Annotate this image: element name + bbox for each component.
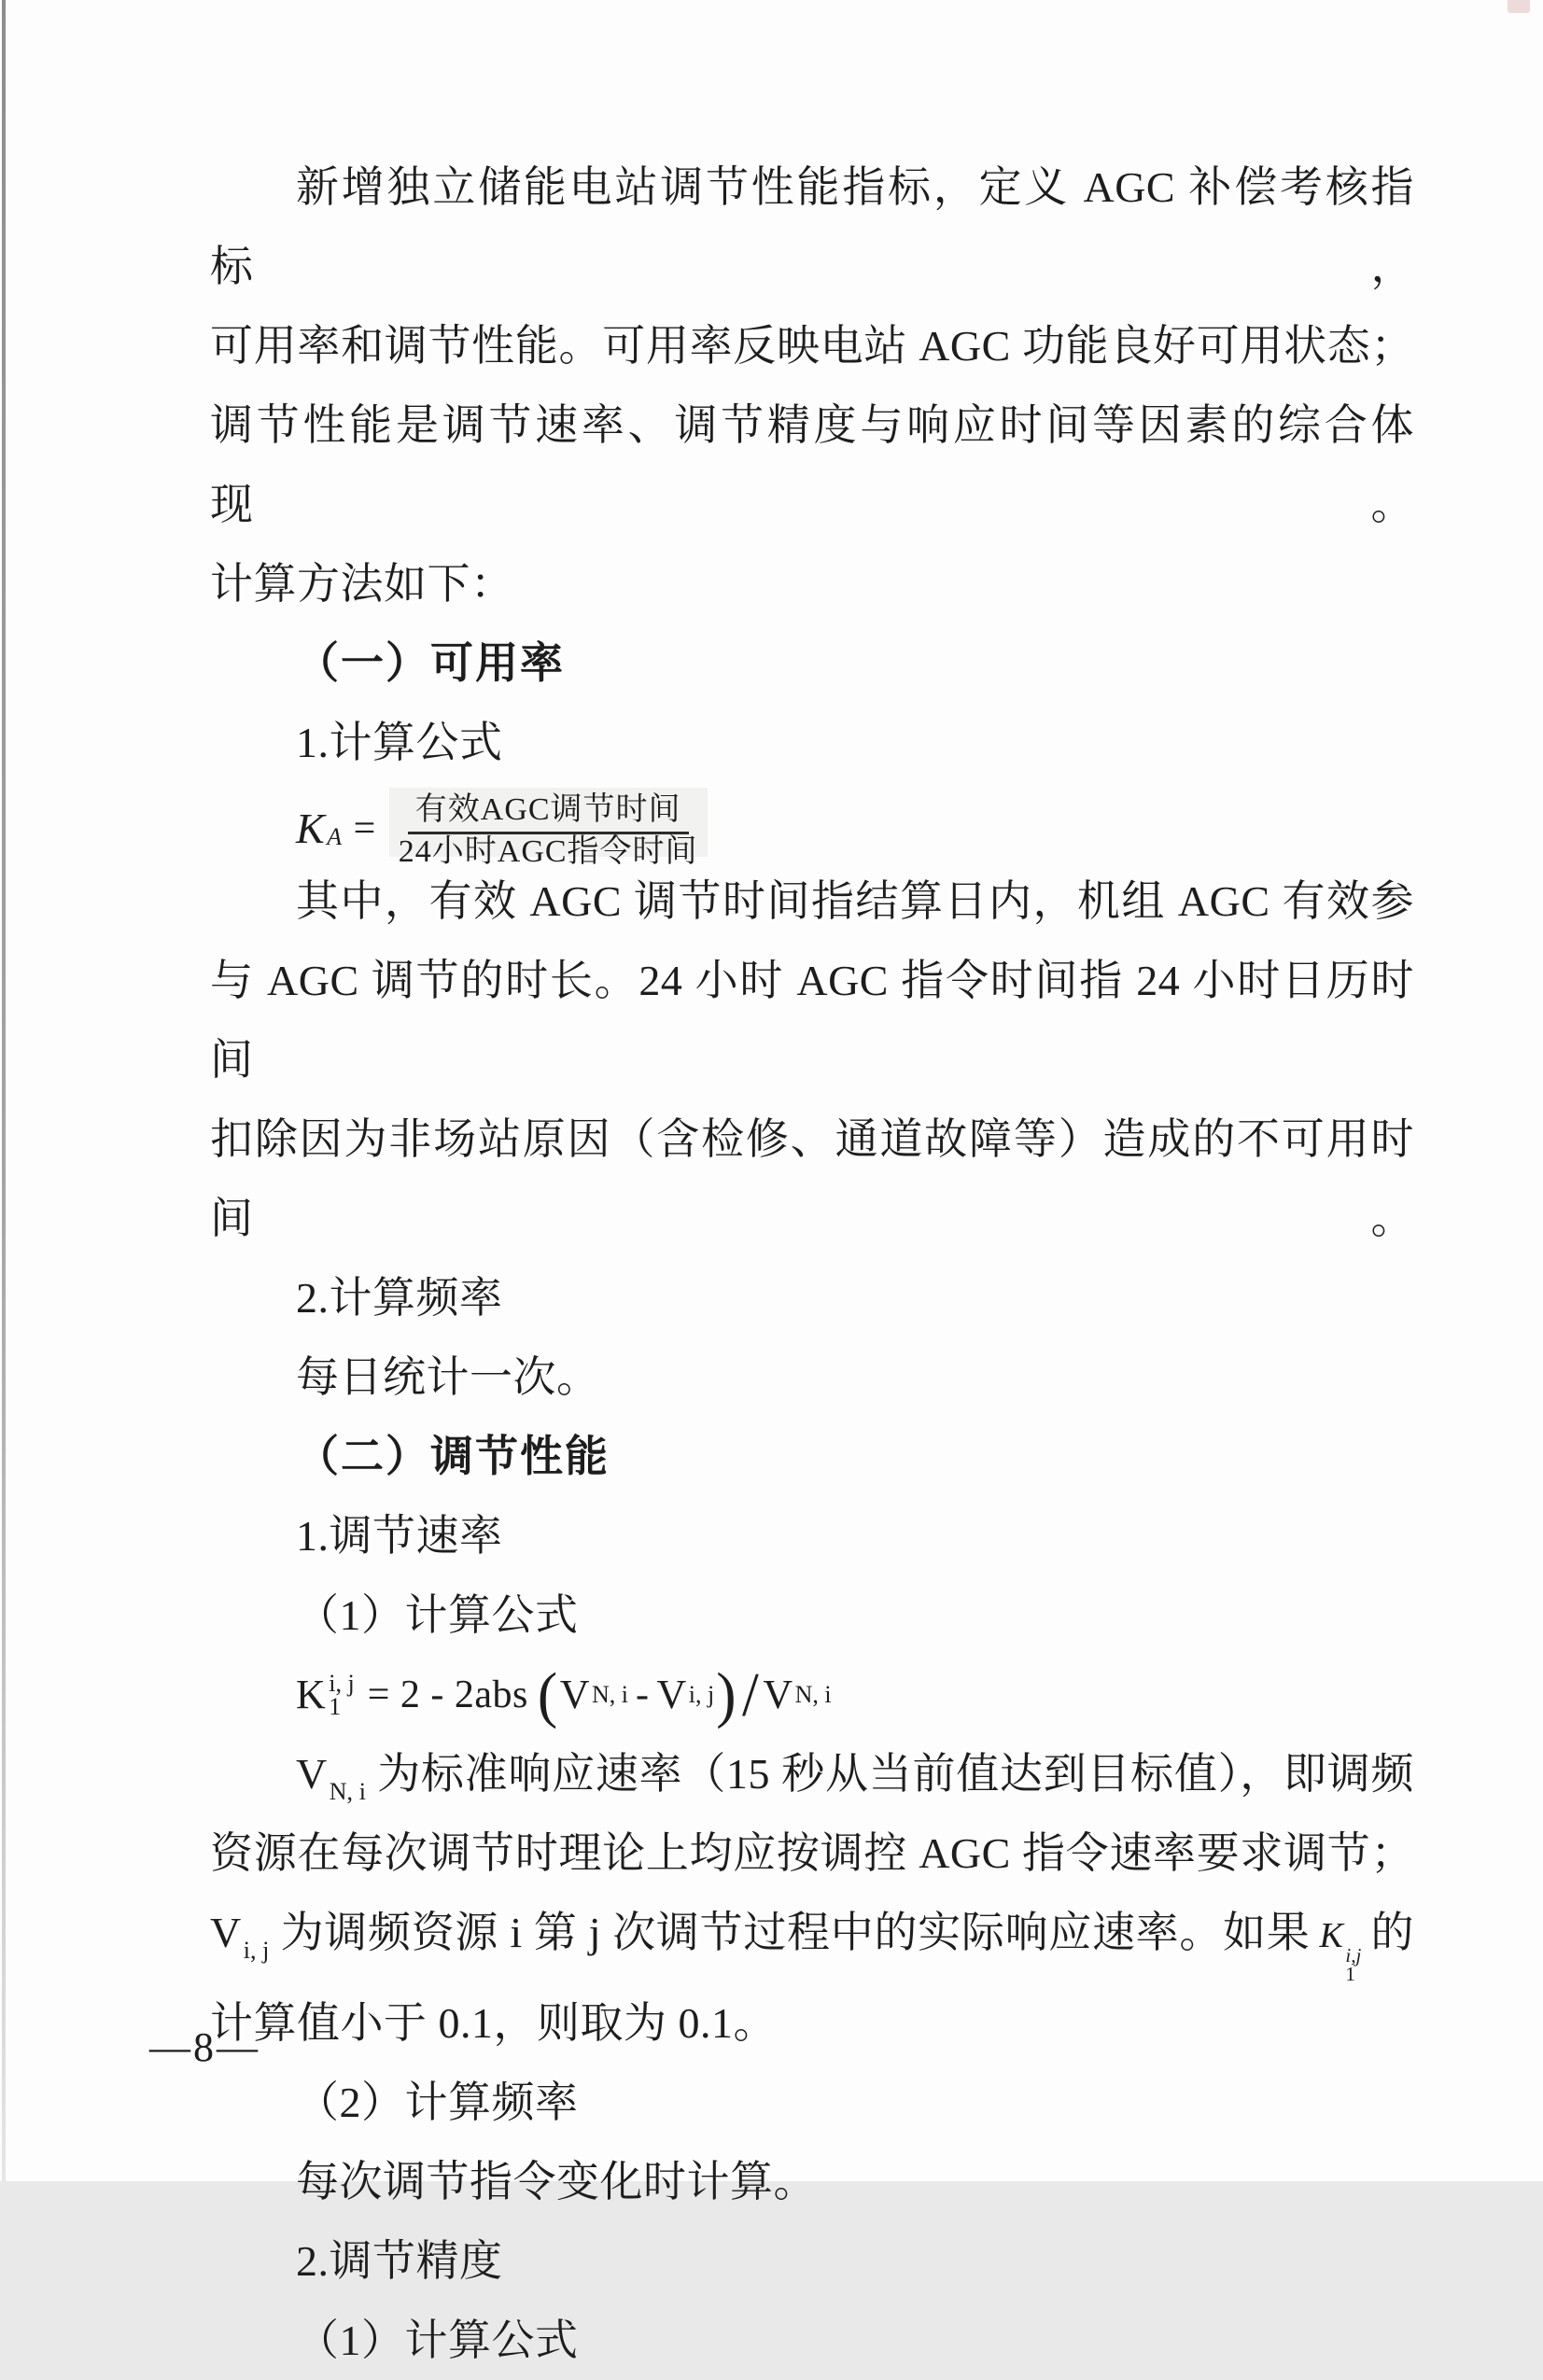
para1-line3: 调节性能是调节速率、调节精度与响应时间等因素的综合体现。	[210, 401, 1414, 528]
page-number: —8—	[149, 2024, 260, 2070]
section1-heading: （一）可用率	[296, 639, 565, 687]
section2-item1-sub2-label: （2）计算频率	[296, 2079, 579, 2126]
formula-ka-symbol: K	[296, 805, 326, 852]
section2-heading: （二）调节性能	[296, 1433, 610, 1480]
para3-line3-text2: 的	[1370, 1909, 1415, 1956]
scan-corner-smudge	[1508, 0, 1530, 13]
v-actual: V	[656, 1672, 687, 1717]
para3-line3: $V_{i, j}$ 为调频资源 i 第 j 次调节过程中的实际响应速率。如果 K i,j 1 的	[210, 1909, 1415, 1985]
para2-line2: 与 AGC 调节的时长。24 小时 AGC 指令时间指 24 小时日历时间	[210, 957, 1414, 1084]
section1-item2-label: 2.计算频率	[296, 1274, 503, 1322]
v-standard: V	[559, 1672, 590, 1717]
formula-regulation-rate: K i, j 1 = 2 - 2abs ( V N, i - V i, j ) / V N, i	[210, 1655, 1414, 1734]
right-paren: )	[716, 1659, 737, 1729]
section2-item1-sub1-label: （1）计算公式	[296, 1591, 579, 1639]
section2-item2-sub1-label: （1）计算公式	[296, 2317, 579, 2364]
section2-item2-label: 2.调节精度	[296, 2237, 503, 2285]
divide-slash: /	[742, 1659, 760, 1729]
fraction	[389, 788, 708, 869]
formula-k1-scripts: i, j 1	[329, 1669, 355, 1720]
para3-line1: $V_{N, i}$ 为标准响应速率（15 秒从当前值达到目标值），即调频	[296, 1750, 1415, 1805]
inline-k1-scripts: i,j 1	[1345, 1944, 1362, 1985]
para1-line4: 计算方法如下：	[210, 560, 514, 608]
fraction-numerator: 有效AGC调节时间	[408, 791, 689, 834]
fraction-denominator-clipped	[398, 833, 698, 869]
para2-line1: 其中，有效 AGC 调节时间指结算日内，机组 AGC 有效参	[296, 877, 1414, 925]
inline-k1-symbol: K	[1319, 1916, 1344, 1955]
para3-line2: 资源在每次调节时理论上均应按调控 AGC 指令速率要求调节；	[210, 1829, 1414, 1877]
v-i-j-symbol: V	[210, 1909, 242, 1956]
formula-rhs-prefix: = 2 - 2abs	[367, 1673, 528, 1716]
section2-item1-label: 1.调节速率	[296, 1512, 503, 1560]
section2-item1-sub2-body: 每次调节指令变化时计算。	[296, 2158, 817, 2205]
v-standard-2: V	[763, 1672, 793, 1717]
para3-line4: 计算值小于 0.1，则取为 0.1。	[210, 1999, 777, 2047]
equals-sign: =	[353, 806, 376, 850]
minus-sign: -	[636, 1673, 650, 1716]
v-n-i-symbol: V	[296, 1750, 328, 1798]
scan-edge-artifact	[2, 0, 6, 2181]
left-paren: (	[537, 1659, 558, 1729]
para3-line3-text1: 为调频资源 i 第 j 次调节过程中的实际响应速率。如果	[280, 1909, 1311, 1956]
formula-availability	[210, 782, 1414, 869]
fraction-denominator: 24小时AGC指令时间	[398, 833, 698, 869]
formula-k1-symbol: K	[296, 1672, 327, 1717]
document-body	[210, 147, 1414, 2380]
para1-line1: 新增独立储能电站调节性能指标，定义 AGC 补偿考核指标，	[210, 163, 1414, 290]
para3-line1-text: 为标准响应速率（15 秒从当前值达到目标值），即调频	[376, 1750, 1415, 1798]
para2-line3: 扣除因为非场站原因（含检修、通道故障等）造成的不可用时间。	[210, 1115, 1414, 1242]
formula-ka-subscript: A	[327, 822, 343, 850]
section1-item2-body: 每日统计一次。	[296, 1353, 600, 1401]
para1-line2: 可用率和调节性能。可用率反映电站 AGC 功能良好可用状态；	[210, 322, 1414, 370]
section1-item1-label: 1.计算公式	[296, 719, 503, 766]
